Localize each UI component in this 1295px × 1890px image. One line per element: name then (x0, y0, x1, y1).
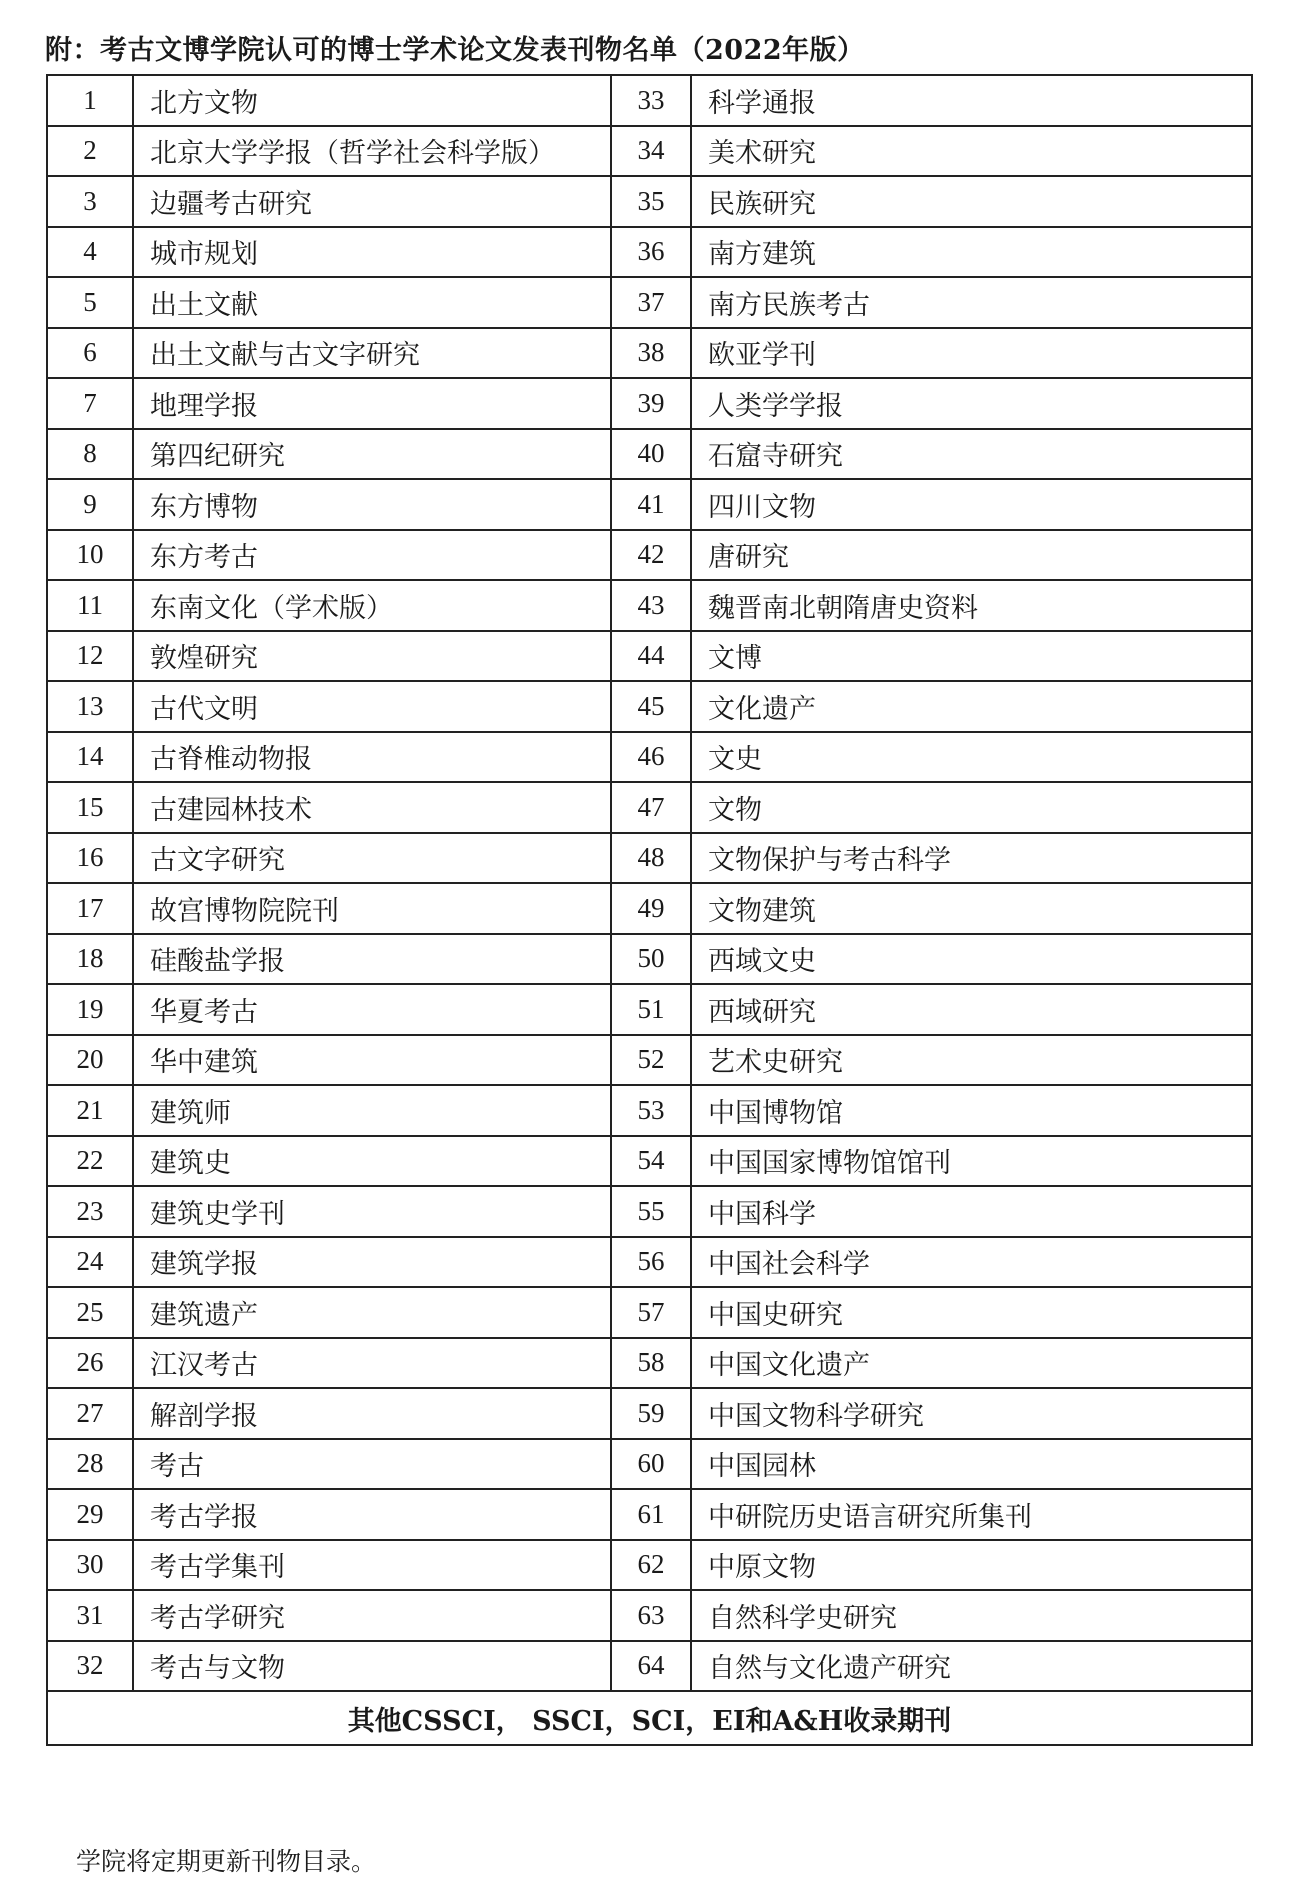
row-number-cell: 62 (611, 1540, 691, 1591)
row-number-cell: 56 (611, 1237, 691, 1288)
journal-name-cell: 地理学报 (133, 378, 611, 429)
row-number-cell: 50 (611, 934, 691, 985)
row-number-cell: 14 (47, 732, 133, 783)
journal-name-cell: 文史 (691, 732, 1252, 783)
row-number-cell: 22 (47, 1136, 133, 1187)
table-row (47, 1439, 1252, 1490)
journal-name-cell: 建筑学报 (133, 1237, 611, 1288)
row-number-cell: 33 (611, 75, 691, 126)
table-row (47, 1590, 1252, 1641)
table-row (47, 277, 1252, 328)
row-number-cell: 39 (611, 378, 691, 429)
journal-name-cell: 中国史研究 (691, 1287, 1252, 1338)
row-number-cell: 60 (611, 1439, 691, 1490)
table-row (47, 1085, 1252, 1136)
journal-name-cell: 考古学研究 (133, 1590, 611, 1641)
row-number-cell: 36 (611, 227, 691, 278)
table-row (47, 984, 1252, 1035)
journal-name-cell: 西域研究 (691, 984, 1252, 1035)
journal-name-cell: 东南文化（学术版） (133, 580, 611, 631)
row-number-cell: 10 (47, 530, 133, 581)
journal-name-cell: 文化遗产 (691, 681, 1252, 732)
table-row (47, 732, 1252, 783)
row-number-cell: 57 (611, 1287, 691, 1338)
journal-name-cell: 考古与文物 (133, 1641, 611, 1692)
row-number-cell: 7 (47, 378, 133, 429)
journal-name-cell: 古脊椎动物报 (133, 732, 611, 783)
journal-name-cell: 人类学学报 (691, 378, 1252, 429)
row-number-cell: 28 (47, 1439, 133, 1490)
table-row (47, 1287, 1252, 1338)
row-number-cell: 51 (611, 984, 691, 1035)
journal-name-cell: 第四纪研究 (133, 429, 611, 480)
row-number-cell: 63 (611, 1590, 691, 1641)
journal-name-cell: 考古学报 (133, 1489, 611, 1540)
table-row (47, 631, 1252, 682)
row-number-cell: 4 (47, 227, 133, 278)
journal-name-cell: 魏晋南北朝隋唐史资料 (691, 580, 1252, 631)
journal-name-cell: 出土文献与古文字研究 (133, 328, 611, 379)
table-row (47, 934, 1252, 985)
table-row (47, 782, 1252, 833)
journal-name-cell: 中国文物科学研究 (691, 1388, 1252, 1439)
row-number-cell: 32 (47, 1641, 133, 1692)
table-row (47, 681, 1252, 732)
table-row (47, 1237, 1252, 1288)
journal-name-cell: 欧亚学刊 (691, 328, 1252, 379)
table-row (47, 580, 1252, 631)
row-number-cell: 2 (47, 126, 133, 177)
table-row (47, 328, 1252, 379)
row-number-cell: 43 (611, 580, 691, 631)
row-number-cell: 26 (47, 1338, 133, 1389)
journal-name-cell: 南方民族考古 (691, 277, 1252, 328)
journal-name-cell: 古代文明 (133, 681, 611, 732)
journal-name-cell: 华中建筑 (133, 1035, 611, 1086)
journal-name-cell: 边疆考古研究 (133, 176, 611, 227)
other-journals-cell: 其他CSSCI， SSCI，SCI，EI和A&H收录期刊 (47, 1691, 1252, 1745)
journal-name-cell: 建筑史学刊 (133, 1186, 611, 1237)
journal-name-cell: 东方考古 (133, 530, 611, 581)
row-number-cell: 19 (47, 984, 133, 1035)
table-row (47, 176, 1252, 227)
row-number-cell: 53 (611, 1085, 691, 1136)
table-row (47, 1489, 1252, 1540)
row-number-cell: 17 (47, 883, 133, 934)
row-number-cell: 38 (611, 328, 691, 379)
row-number-cell: 1 (47, 75, 133, 126)
journal-name-cell: 建筑师 (133, 1085, 611, 1136)
journal-name-cell: 中国社会科学 (691, 1237, 1252, 1288)
row-number-cell: 44 (611, 631, 691, 682)
row-number-cell: 18 (47, 934, 133, 985)
journal-name-cell: 中研院历史语言研究所集刊 (691, 1489, 1252, 1540)
row-number-cell: 37 (611, 277, 691, 328)
journal-name-cell: 古建园林技术 (133, 782, 611, 833)
table-row (47, 1338, 1252, 1389)
journal-name-cell: 建筑史 (133, 1136, 611, 1187)
row-number-cell: 24 (47, 1237, 133, 1288)
row-number-cell: 61 (611, 1489, 691, 1540)
table-row (47, 1641, 1252, 1692)
row-number-cell: 46 (611, 732, 691, 783)
table-row (47, 833, 1252, 884)
journal-name-cell: 四川文物 (691, 479, 1252, 530)
journal-name-cell: 敦煌研究 (133, 631, 611, 682)
row-number-cell: 5 (47, 277, 133, 328)
row-number-cell: 8 (47, 429, 133, 480)
row-number-cell: 54 (611, 1136, 691, 1187)
journal-name-cell: 文物保护与考古科学 (691, 833, 1252, 884)
row-number-cell: 59 (611, 1388, 691, 1439)
journal-name-cell: 华夏考古 (133, 984, 611, 1035)
row-number-cell: 34 (611, 126, 691, 177)
row-number-cell: 30 (47, 1540, 133, 1591)
journal-name-cell: 唐研究 (691, 530, 1252, 581)
table-row (47, 530, 1252, 581)
row-number-cell: 45 (611, 681, 691, 732)
footnote: 学院将定期更新刊物目录。 (76, 1847, 377, 1876)
row-number-cell: 25 (47, 1287, 133, 1338)
row-number-cell: 31 (47, 1590, 133, 1641)
journal-name-cell: 自然科学史研究 (691, 1590, 1252, 1641)
journal-name-cell: 自然与文化遗产研究 (691, 1641, 1252, 1692)
journal-name-cell: 石窟寺研究 (691, 429, 1252, 480)
journal-name-cell: 江汉考古 (133, 1338, 611, 1389)
journal-name-cell: 古文字研究 (133, 833, 611, 884)
row-number-cell: 23 (47, 1186, 133, 1237)
journal-name-cell: 中原文物 (691, 1540, 1252, 1591)
row-number-cell: 49 (611, 883, 691, 934)
journal-name-cell: 解剖学报 (133, 1388, 611, 1439)
row-number-cell: 29 (47, 1489, 133, 1540)
table-row (47, 378, 1252, 429)
journal-name-cell: 中国国家博物馆馆刊 (691, 1136, 1252, 1187)
journal-name-cell: 硅酸盐学报 (133, 934, 611, 985)
journal-name-cell: 文博 (691, 631, 1252, 682)
row-number-cell: 47 (611, 782, 691, 833)
page-title: 附：考古文博学院认可的博士学术论文发表刊物名单（2022年版） (45, 35, 865, 66)
journal-name-cell: 建筑遗产 (133, 1287, 611, 1338)
journal-name-cell: 故宫博物院院刊 (133, 883, 611, 934)
journal-name-cell: 中国科学 (691, 1186, 1252, 1237)
row-number-cell: 13 (47, 681, 133, 732)
row-number-cell: 20 (47, 1035, 133, 1086)
journal-name-cell: 考古学集刊 (133, 1540, 611, 1591)
row-number-cell: 11 (47, 580, 133, 631)
row-number-cell: 55 (611, 1186, 691, 1237)
journal-name-cell: 中国博物馆 (691, 1085, 1252, 1136)
journal-name-cell: 美术研究 (691, 126, 1252, 177)
table-row (47, 883, 1252, 934)
row-number-cell: 58 (611, 1338, 691, 1389)
table-row (47, 1136, 1252, 1187)
row-number-cell: 16 (47, 833, 133, 884)
row-number-cell: 6 (47, 328, 133, 379)
journal-name-cell: 北京大学学报（哲学社会科学版） (133, 126, 611, 177)
other-journals-row (47, 1691, 1252, 1745)
journal-name-cell: 中国文化遗产 (691, 1338, 1252, 1389)
journal-name-cell: 艺术史研究 (691, 1035, 1252, 1086)
journal-name-cell: 中国园林 (691, 1439, 1252, 1490)
table-row (47, 1540, 1252, 1591)
journal-name-cell: 科学通报 (691, 75, 1252, 126)
journal-name-cell: 文物建筑 (691, 883, 1252, 934)
journal-name-cell: 城市规划 (133, 227, 611, 278)
row-number-cell: 12 (47, 631, 133, 682)
journal-name-cell: 北方文物 (133, 75, 611, 126)
table-row (47, 1186, 1252, 1237)
row-number-cell: 52 (611, 1035, 691, 1086)
journal-name-cell: 南方建筑 (691, 227, 1252, 278)
table-row (47, 1388, 1252, 1439)
row-number-cell: 27 (47, 1388, 133, 1439)
row-number-cell: 42 (611, 530, 691, 581)
table-row (47, 75, 1252, 126)
journal-name-cell: 文物 (691, 782, 1252, 833)
row-number-cell: 41 (611, 479, 691, 530)
row-number-cell: 9 (47, 479, 133, 530)
row-number-cell: 21 (47, 1085, 133, 1136)
journal-name-cell: 西域文史 (691, 934, 1252, 985)
table-row (47, 227, 1252, 278)
table-row (47, 479, 1252, 530)
journal-name-cell: 出土文献 (133, 277, 611, 328)
journal-name-cell: 考古 (133, 1439, 611, 1490)
table-row (47, 429, 1252, 480)
table-row (47, 1035, 1252, 1086)
table-row (47, 126, 1252, 177)
journal-name-cell: 东方博物 (133, 479, 611, 530)
journal-name-cell: 民族研究 (691, 176, 1252, 227)
row-number-cell: 40 (611, 429, 691, 480)
row-number-cell: 48 (611, 833, 691, 884)
journal-table (46, 74, 1253, 1746)
journal-table-body (47, 75, 1252, 1745)
row-number-cell: 3 (47, 176, 133, 227)
row-number-cell: 64 (611, 1641, 691, 1692)
row-number-cell: 35 (611, 176, 691, 227)
row-number-cell: 15 (47, 782, 133, 833)
